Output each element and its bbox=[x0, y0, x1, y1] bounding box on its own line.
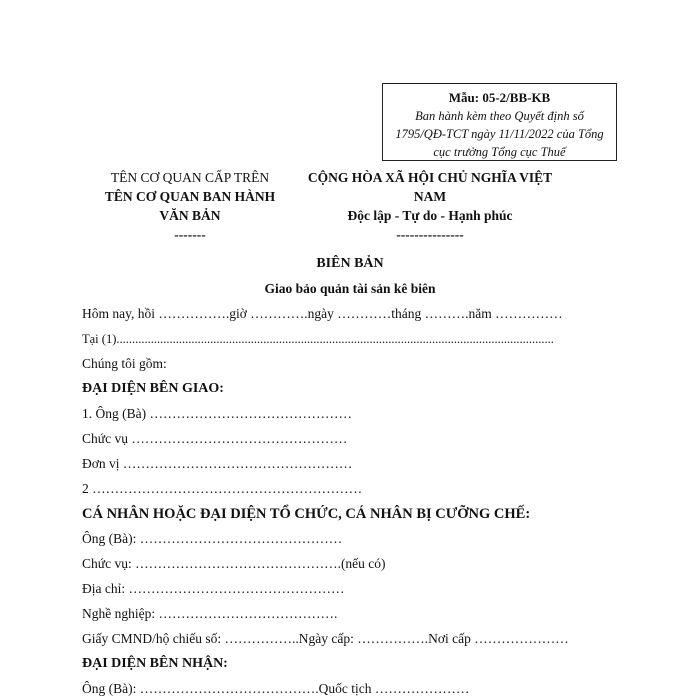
coerced-id-document: Giấy CMND/hộ chiếu số: ……………..Ngày cấp: …………….Nơi cấp ………………… bbox=[82, 631, 569, 646]
place-line: Tại (1)............................................................................................................................................ bbox=[82, 332, 554, 346]
form-decision-line-2: 1795/QĐ-TCT ngày 11/11/2022 của Tổng bbox=[395, 127, 604, 141]
coerced-name: Ông (Bà): ……………………………………… bbox=[82, 531, 343, 546]
handover-person-1: 1. Ông (Bà) ……………………………………… bbox=[82, 406, 352, 421]
form-decision-line-1: Ban hành kèm theo Quyết định số bbox=[415, 109, 584, 123]
superior-agency: TÊN CƠ QUAN CẤP TRÊN bbox=[110, 170, 270, 185]
coerced-position: Chức vụ: ……………………………………….(nếu có) bbox=[82, 556, 386, 571]
agency-divider: ------- bbox=[174, 227, 206, 242]
receiver-name: Ông (Bà): ………………………………….Quốc tịch ………………… bbox=[82, 681, 470, 696]
nation-divider: --------------- bbox=[396, 227, 464, 242]
coerced-occupation: Nghề nghiệp: …………………………………. bbox=[82, 606, 338, 621]
issuing-agency-line-2: VĂN BẢN bbox=[159, 208, 221, 223]
form-code: Mẫu: 05-2/BB-KB bbox=[448, 90, 551, 105]
agency-header bbox=[95, 168, 285, 244]
document-title: BIÊN BẢN bbox=[316, 256, 384, 271]
form-code-box bbox=[382, 83, 617, 161]
nation-header bbox=[300, 168, 560, 244]
handover-unit: Đơn vị …………………………………………… bbox=[82, 456, 353, 471]
participants-intro: Chúng tôi gồm: bbox=[82, 356, 167, 371]
document-subtitle: Giao bảo quản tài sản kê biên bbox=[264, 281, 436, 296]
handover-position: Chức vụ ………………………………………… bbox=[82, 431, 348, 446]
nation-motto: Độc lập - Tự do - Hạnh phúc bbox=[347, 208, 513, 223]
handover-section-header: ĐẠI DIỆN BÊN GIAO: bbox=[82, 381, 224, 396]
date-line: Hôm nay, hồi …………….giờ ………….ngày …………tháng ……….năm …………… bbox=[82, 306, 563, 321]
form-decision-line-3: cục trưởng Tổng cục Thuế bbox=[433, 145, 566, 159]
issuing-agency-line-1: TÊN CƠ QUAN BAN HÀNH bbox=[104, 189, 276, 204]
handover-person-2: 2 …………………………………………………… bbox=[82, 481, 363, 496]
nation-name: CỘNG HÒA XÃ HỘI CHỦ NGHĨA VIỆT NAM bbox=[307, 170, 553, 204]
coerced-section-header: CÁ NHÂN HOẶC ĐẠI DIỆN TỔ CHỨC, CÁ NHÂN BỊ CƯỠNG CHẾ: bbox=[82, 506, 531, 522]
coerced-address: Địa chỉ: ………………………………………… bbox=[82, 581, 345, 596]
receiver-section-header: ĐẠI DIỆN BÊN NHẬN: bbox=[82, 656, 228, 671]
